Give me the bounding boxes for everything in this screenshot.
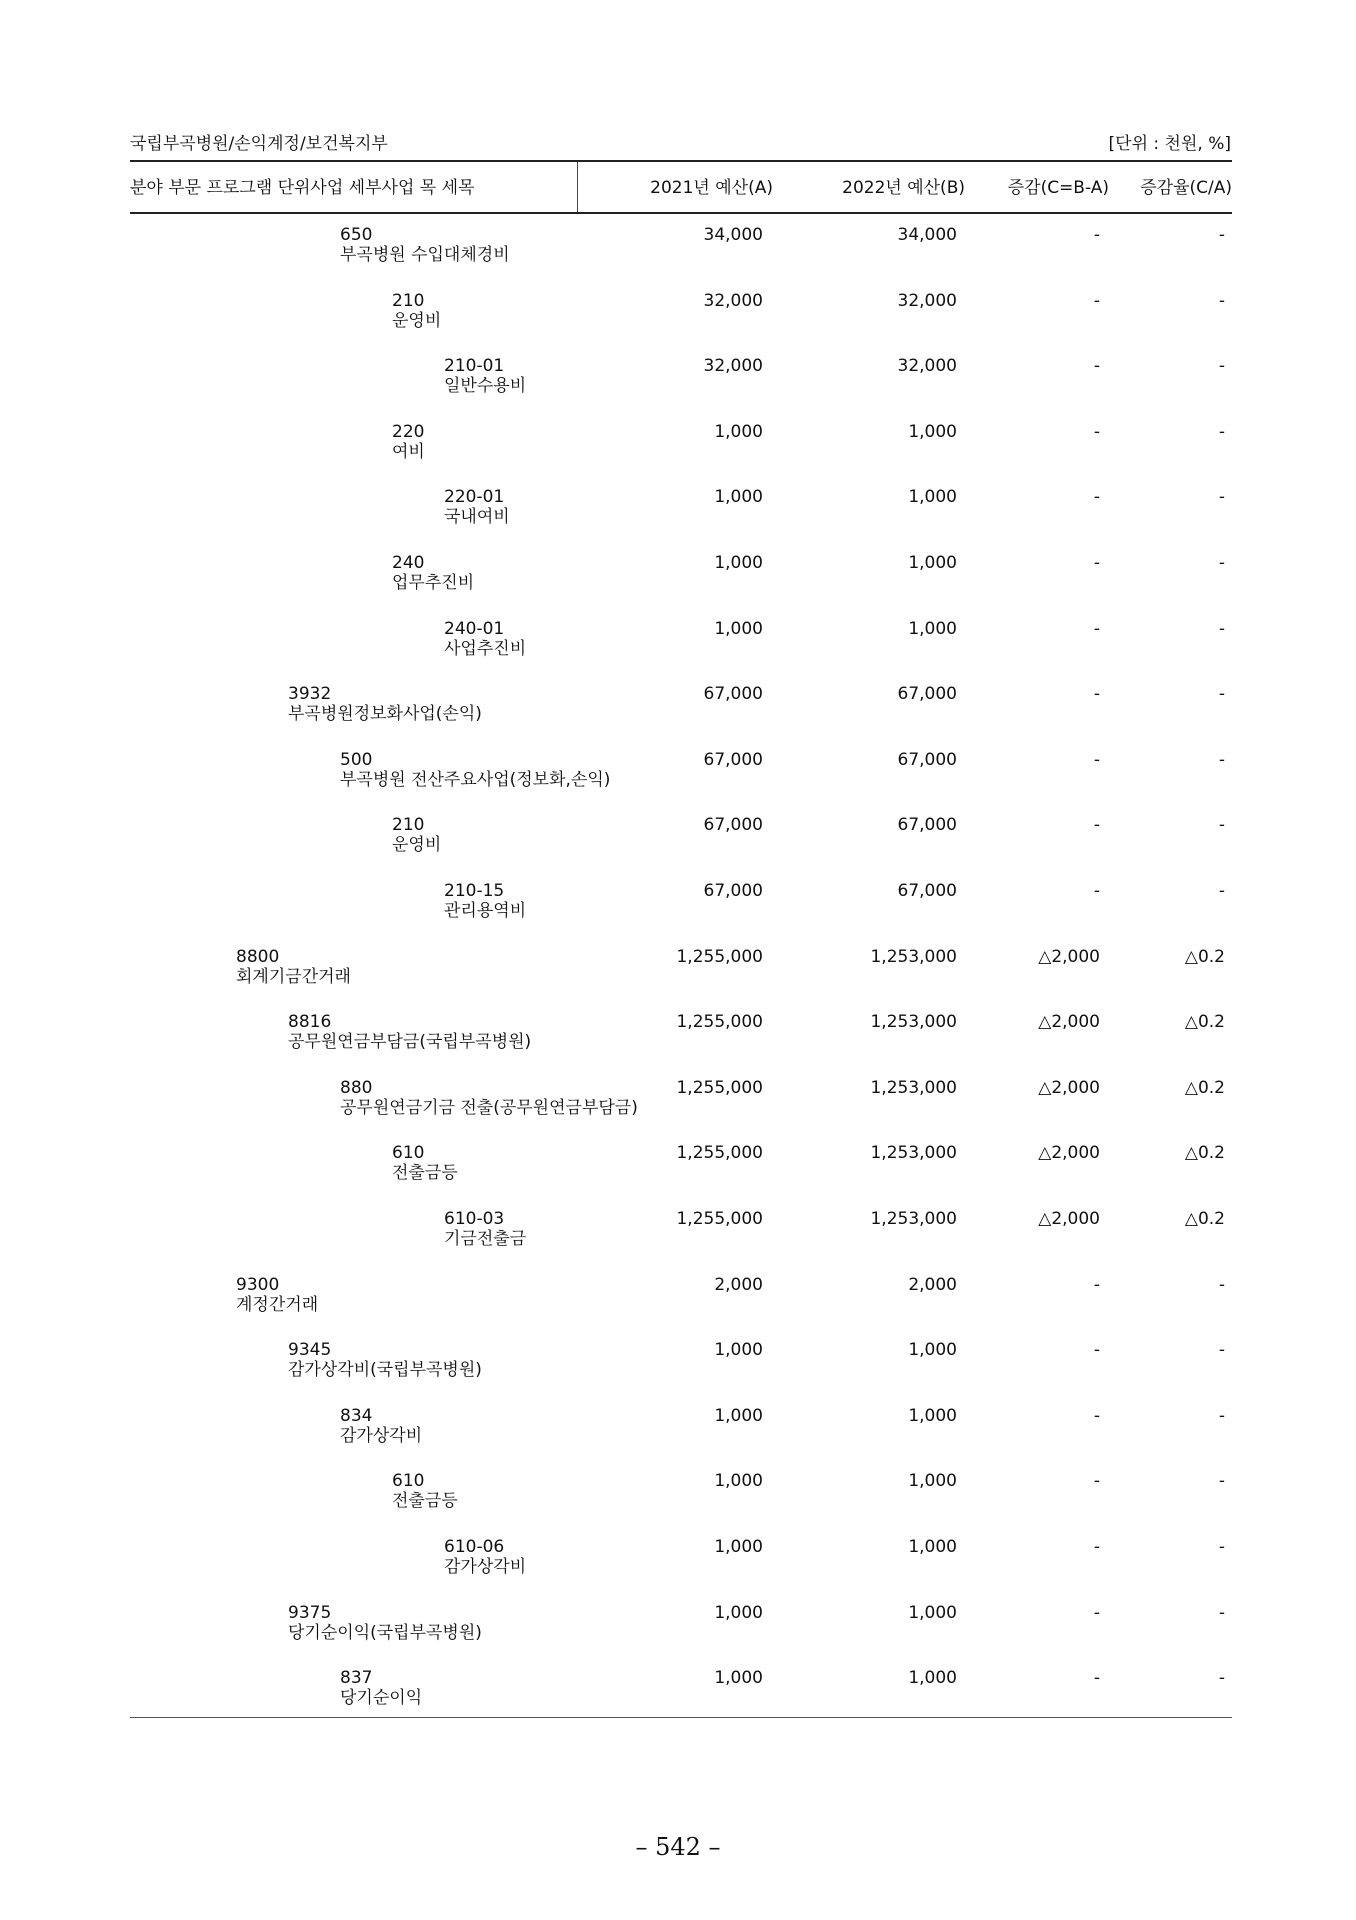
table-row (0, 550, 1356, 615)
budget-2022-cell: 1,000 (908, 487, 957, 507)
budget-2022-cell: 1,253,000 (870, 1012, 957, 1032)
table-row (0, 878, 1356, 943)
row-label (340, 1078, 638, 1118)
table-row (0, 288, 1356, 353)
row-label (236, 947, 351, 987)
row-label (236, 1275, 318, 1315)
change-cell: - (1093, 356, 1100, 376)
change-rate-cell: - (1218, 487, 1225, 507)
change-rate-cell: - (1218, 750, 1225, 770)
row-label (340, 225, 510, 265)
budget-2022-cell: 67,000 (897, 815, 957, 835)
change-cell: - (1093, 815, 1100, 835)
change-cell: - (1093, 487, 1100, 507)
row-label (392, 553, 474, 593)
change-rate-cell: △0.2 (1184, 1209, 1225, 1229)
budget-2021-cell: 1,000 (714, 422, 763, 442)
row-code: 610-03 (444, 1209, 505, 1229)
change-cell: △2,000 (1038, 1209, 1100, 1229)
table-row (0, 944, 1356, 1009)
row-name: 업무추진비 (392, 573, 475, 593)
row-label (288, 1012, 531, 1052)
change-cell: - (1093, 750, 1100, 770)
row-name: 감가상각비 (444, 1557, 527, 1577)
change-rate-cell: - (1218, 619, 1225, 639)
row-name: 국내여비 (444, 507, 510, 527)
row-name: 전출금등 (392, 1491, 458, 1511)
column-header-divider (577, 162, 578, 212)
table-row (0, 1600, 1356, 1665)
budget-2021-cell: 1,000 (714, 487, 763, 507)
change-rate-cell: - (1218, 815, 1225, 835)
change-rate-cell: - (1218, 553, 1225, 573)
row-label (444, 1209, 526, 1249)
change-rate-cell: △0.2 (1184, 1143, 1225, 1163)
change-cell: - (1093, 619, 1100, 639)
row-code: 210-15 (444, 881, 505, 901)
table-row (0, 1468, 1356, 1533)
budget-2022-cell: 32,000 (897, 356, 957, 376)
budget-2021-cell: 1,000 (714, 1471, 763, 1491)
table-row (0, 1665, 1356, 1730)
unit-note: [단위 : 천원, %] (1108, 134, 1231, 154)
table-bottom-rule (130, 1717, 1232, 1718)
budget-2022-cell: 34,000 (897, 225, 957, 245)
budget-2022-cell: 1,000 (908, 1668, 957, 1688)
table-row (0, 484, 1356, 549)
table-row (0, 1403, 1356, 1468)
row-code: 500 (340, 750, 373, 770)
budget-2021-cell: 32,000 (703, 356, 763, 376)
budget-2021-cell: 1,000 (714, 553, 763, 573)
table-row (0, 681, 1356, 746)
change-cell: △2,000 (1038, 1143, 1100, 1163)
budget-2022-cell: 32,000 (897, 291, 957, 311)
budget-2022-cell: 1,000 (908, 1406, 957, 1426)
budget-2021-cell: 1,000 (714, 619, 763, 639)
row-code: 880 (340, 1078, 373, 1098)
budget-2022-cell: 2,000 (908, 1275, 957, 1295)
change-rate-cell: △0.2 (1184, 947, 1225, 967)
change-rate-cell: - (1218, 1668, 1225, 1688)
table-row (0, 1272, 1356, 1337)
row-label (392, 422, 425, 462)
row-label (444, 881, 526, 921)
budget-2021-cell: 1,255,000 (676, 1209, 763, 1229)
change-cell: - (1093, 1275, 1100, 1295)
row-code: 210 (392, 291, 425, 311)
row-code: 834 (340, 1406, 373, 1426)
row-label (392, 1143, 458, 1183)
row-code: 3932 (288, 684, 332, 704)
change-rate-cell: - (1218, 1406, 1225, 1426)
table-row (0, 1534, 1356, 1599)
table-row (0, 419, 1356, 484)
column-header-2022: 2022년 예산(B) (842, 178, 965, 198)
row-code: 9300 (236, 1275, 280, 1295)
row-name: 공무원연금부담금(국립부곡병원) (288, 1032, 532, 1052)
row-name: 관리용역비 (444, 901, 527, 921)
row-label (392, 815, 441, 855)
row-label (340, 1406, 422, 1446)
budget-2021-cell: 32,000 (703, 291, 763, 311)
change-rate-cell: - (1218, 291, 1225, 311)
budget-2022-cell: 1,000 (908, 553, 957, 573)
row-label (392, 1471, 458, 1511)
row-label (444, 356, 526, 396)
row-label (444, 1537, 526, 1577)
change-cell: △2,000 (1038, 947, 1100, 967)
row-code: 210-01 (444, 356, 505, 376)
table-row (0, 1075, 1356, 1140)
budget-2022-cell: 67,000 (897, 881, 957, 901)
row-code: 240-01 (444, 619, 505, 639)
row-code: 610 (392, 1143, 425, 1163)
budget-2021-cell: 1,255,000 (676, 947, 763, 967)
change-rate-cell: - (1218, 1340, 1225, 1360)
change-rate-cell: △0.2 (1184, 1012, 1225, 1032)
column-header-2021: 2021년 예산(A) (650, 178, 773, 198)
table-header-rule (130, 212, 1232, 214)
change-rate-cell: - (1218, 684, 1225, 704)
budget-2022-cell: 1,000 (908, 1340, 957, 1360)
change-cell: △2,000 (1038, 1078, 1100, 1098)
budget-2022-cell: 1,000 (908, 619, 957, 639)
budget-2021-cell: 1,000 (714, 1603, 763, 1623)
change-cell: - (1093, 553, 1100, 573)
row-name: 여비 (392, 442, 425, 462)
table-row (0, 222, 1356, 287)
table-title: 국립부곡병원/손익계정/보건복지부 (130, 134, 388, 154)
budget-2021-cell: 1,000 (714, 1340, 763, 1360)
row-name: 운영비 (392, 311, 442, 331)
column-header-name: 분야 부문 프로그램 단위사업 세부사업 목 세목 (130, 178, 475, 198)
column-header-change-rate: 증감율(C/A) (1140, 178, 1232, 198)
budget-2021-cell: 67,000 (703, 881, 763, 901)
budget-2022-cell: 1,253,000 (870, 1078, 957, 1098)
budget-2022-cell: 1,000 (908, 1471, 957, 1491)
budget-2021-cell: 1,000 (714, 1668, 763, 1688)
table-row (0, 1206, 1356, 1271)
change-rate-cell: △0.2 (1184, 1078, 1225, 1098)
change-rate-cell: - (1218, 1537, 1225, 1557)
row-label (288, 684, 482, 724)
budget-2021-cell: 34,000 (703, 225, 763, 245)
table-row (0, 1009, 1356, 1074)
change-cell: - (1093, 684, 1100, 704)
row-label (444, 619, 526, 659)
row-name: 부곡병원정보화사업(손익) (288, 704, 482, 724)
budget-2021-cell: 1,255,000 (676, 1143, 763, 1163)
row-name: 사업추진비 (444, 639, 527, 659)
column-header-change: 증감(C=B-A) (1007, 178, 1109, 198)
row-label (340, 750, 610, 790)
table-row (0, 812, 1356, 877)
budget-2021-cell: 1,000 (714, 1537, 763, 1557)
row-code: 837 (340, 1668, 373, 1688)
change-cell: - (1093, 291, 1100, 311)
table-row (0, 1140, 1356, 1205)
row-name: 회계기금간거래 (236, 967, 351, 987)
row-name: 공무원연금기금 전출(공무원연금부담금) (340, 1098, 638, 1118)
change-cell: - (1093, 225, 1100, 245)
row-code: 210 (392, 815, 425, 835)
change-cell: - (1093, 1537, 1100, 1557)
change-cell: - (1093, 1471, 1100, 1491)
budget-2021-cell: 1,255,000 (676, 1078, 763, 1098)
change-rate-cell: - (1218, 881, 1225, 901)
row-name: 부곡병원 수입대체경비 (340, 245, 510, 265)
row-code: 240 (392, 553, 425, 573)
change-rate-cell: - (1218, 1603, 1225, 1623)
budget-2021-cell: 1,000 (714, 1406, 763, 1426)
change-rate-cell: - (1218, 1471, 1225, 1491)
budget-2022-cell: 1,000 (908, 422, 957, 442)
row-label (340, 1668, 422, 1708)
table-row (0, 353, 1356, 418)
budget-2021-cell: 67,000 (703, 750, 763, 770)
change-rate-cell: - (1218, 1275, 1225, 1295)
row-label (444, 487, 510, 527)
change-cell: - (1093, 1668, 1100, 1688)
row-label (392, 291, 441, 331)
row-code: 8800 (236, 947, 280, 967)
row-code: 650 (340, 225, 373, 245)
change-rate-cell: - (1218, 225, 1225, 245)
change-rate-cell: - (1218, 356, 1225, 376)
budget-2022-cell: 1,253,000 (870, 947, 957, 967)
table-row (0, 747, 1356, 812)
budget-2022-cell: 67,000 (897, 684, 957, 704)
row-name: 감가상각비(국립부곡병원) (288, 1360, 482, 1380)
change-cell: - (1093, 422, 1100, 442)
row-code: 9345 (288, 1340, 332, 1360)
row-name: 당기순이익 (340, 1688, 423, 1708)
change-cell: - (1093, 881, 1100, 901)
budget-2022-cell: 1,000 (908, 1537, 957, 1557)
row-code: 9375 (288, 1603, 332, 1623)
budget-2022-cell: 67,000 (897, 750, 957, 770)
row-name: 당기순이익(국립부곡병원) (288, 1623, 482, 1643)
budget-2022-cell: 1,253,000 (870, 1209, 957, 1229)
row-name: 운영비 (392, 835, 442, 855)
row-name: 기금전출금 (444, 1229, 527, 1249)
row-code: 8816 (288, 1012, 332, 1032)
row-name: 일반수용비 (444, 376, 527, 396)
row-label (288, 1603, 482, 1643)
row-name: 부곡병원 전산주요사업(정보화,손익) (340, 770, 611, 790)
row-label (288, 1340, 482, 1380)
change-cell: △2,000 (1038, 1012, 1100, 1032)
row-code: 220-01 (444, 487, 505, 507)
budget-2022-cell: 1,000 (908, 1603, 957, 1623)
change-rate-cell: - (1218, 422, 1225, 442)
budget-2021-cell: 67,000 (703, 815, 763, 835)
budget-2021-cell: 2,000 (714, 1275, 763, 1295)
change-cell: - (1093, 1603, 1100, 1623)
budget-2021-cell: 67,000 (703, 684, 763, 704)
row-code: 610 (392, 1471, 425, 1491)
change-cell: - (1093, 1406, 1100, 1426)
row-name: 전출금등 (392, 1163, 458, 1183)
budget-2021-cell: 1,255,000 (676, 1012, 763, 1032)
row-name: 감가상각비 (340, 1426, 423, 1446)
row-name: 계정간거래 (236, 1295, 319, 1315)
change-cell: - (1093, 1340, 1100, 1360)
budget-2022-cell: 1,253,000 (870, 1143, 957, 1163)
table-row (0, 616, 1356, 681)
row-code: 220 (392, 422, 425, 442)
table-row (0, 1337, 1356, 1402)
row-code: 610-06 (444, 1537, 505, 1557)
page-number: – 542 – (635, 1833, 721, 1861)
table-top-rule (130, 160, 1232, 162)
